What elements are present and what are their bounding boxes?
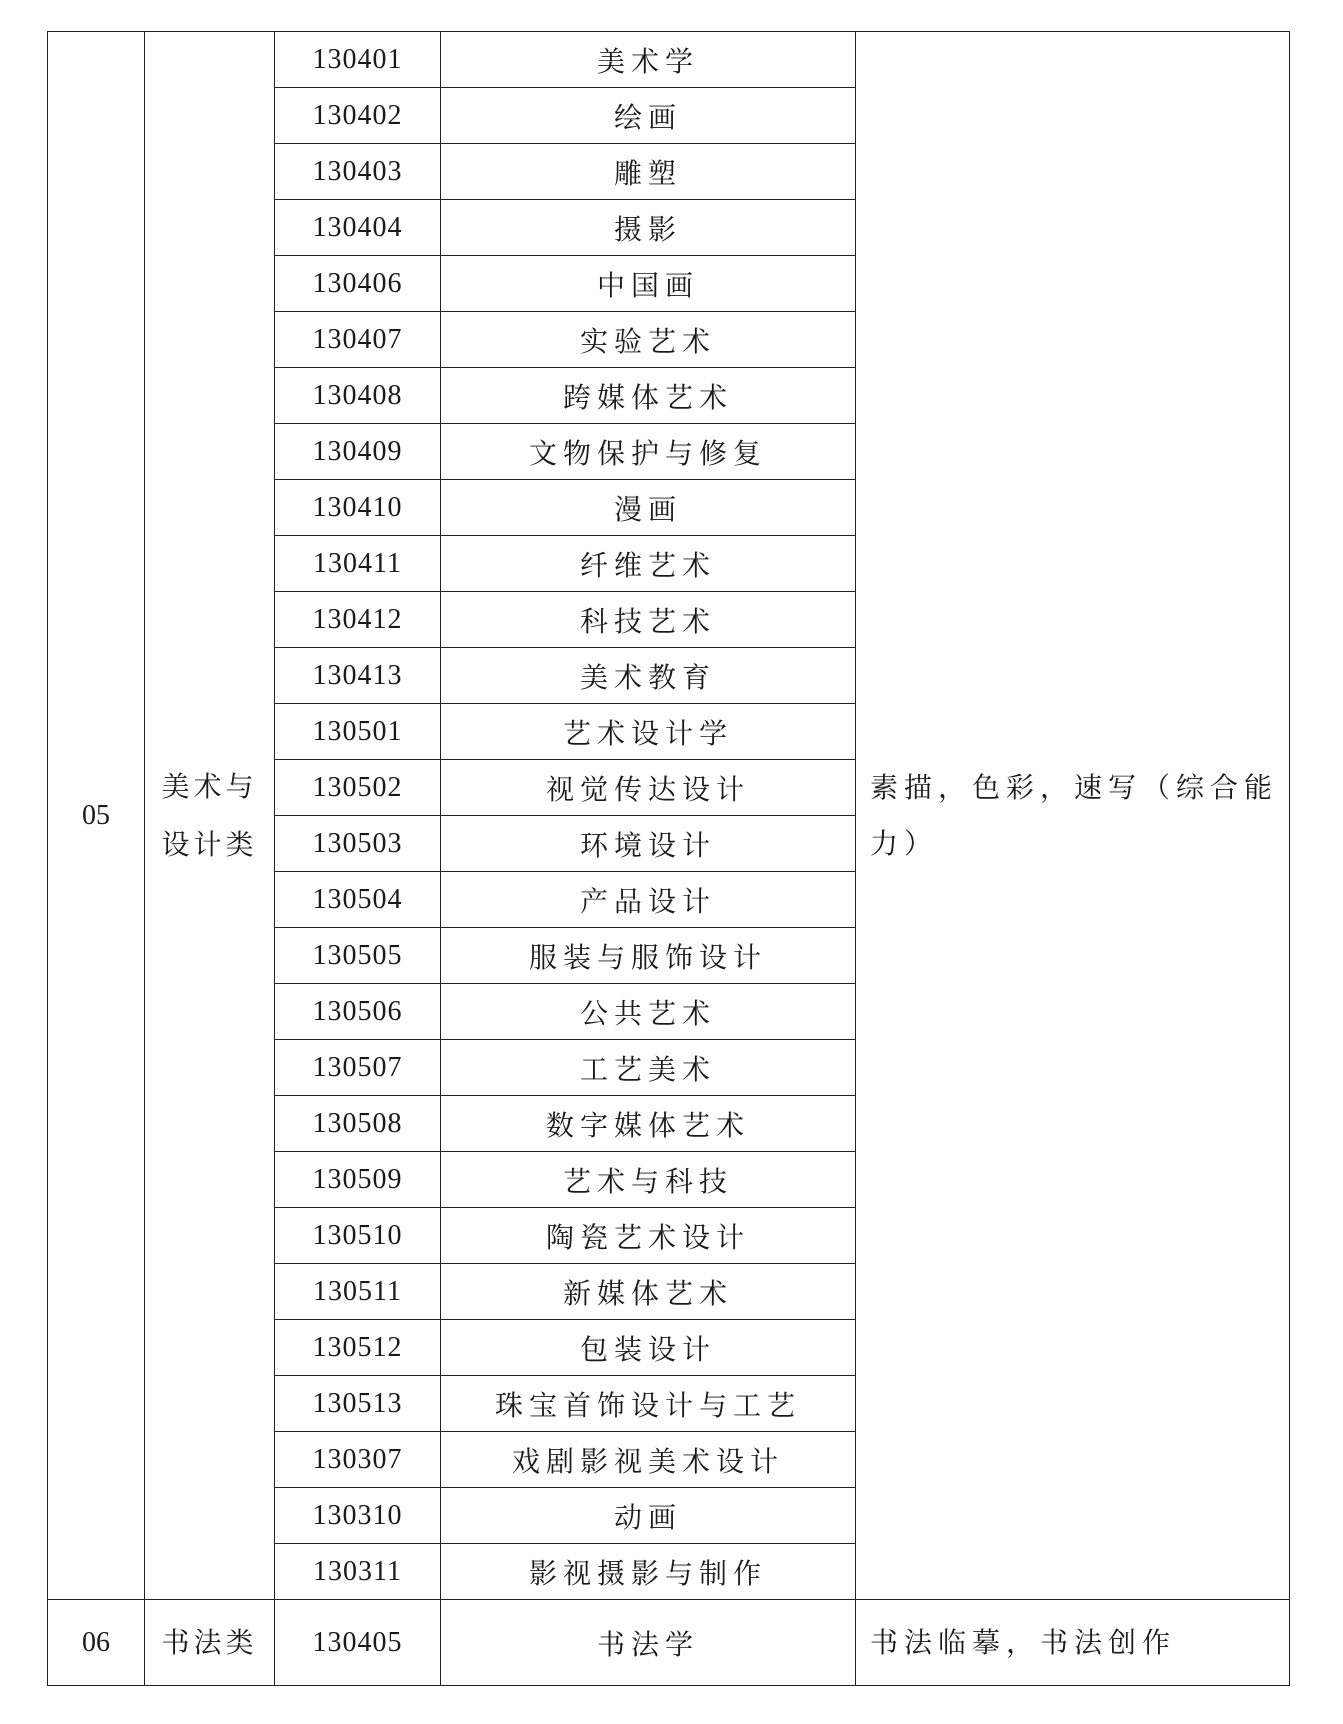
major-code-cell: 130512 bbox=[275, 1320, 441, 1376]
major-name-cell: 工艺美术 bbox=[441, 1040, 856, 1096]
group-name-cell bbox=[145, 32, 275, 1600]
major-code-cell: 130511 bbox=[275, 1264, 441, 1320]
major-code-cell: 130412 bbox=[275, 592, 441, 648]
major-name-cell: 美术学 bbox=[441, 32, 856, 88]
major-name-cell: 中国画 bbox=[441, 256, 856, 312]
major-code-cell: 130405 bbox=[275, 1600, 441, 1686]
major-code-cell: 130407 bbox=[275, 312, 441, 368]
major-name-cell: 戏剧影视美术设计 bbox=[441, 1432, 856, 1488]
major-name-cell: 绘画 bbox=[441, 88, 856, 144]
major-code-cell: 130408 bbox=[275, 368, 441, 424]
major-name-cell: 公共艺术 bbox=[441, 984, 856, 1040]
major-code-cell: 130502 bbox=[275, 760, 441, 816]
major-name-cell: 影视摄影与制作 bbox=[441, 1544, 856, 1600]
group-code-cell: 06 bbox=[48, 1600, 145, 1686]
group-code-cell: 05 bbox=[48, 32, 145, 1600]
major-name-cell: 艺术与科技 bbox=[441, 1152, 856, 1208]
major-code-cell: 130509 bbox=[275, 1152, 441, 1208]
table-body bbox=[48, 32, 1290, 1686]
major-name-cell: 珠宝首饰设计与工艺 bbox=[441, 1376, 856, 1432]
major-name-cell: 服装与服饰设计 bbox=[441, 928, 856, 984]
major-name-cell: 跨媒体艺术 bbox=[441, 368, 856, 424]
exam-subjects-cell: 书法临摹，书法创作 bbox=[856, 1600, 1290, 1686]
major-name-cell: 数字媒体艺术 bbox=[441, 1096, 856, 1152]
major-name-cell: 美术教育 bbox=[441, 648, 856, 704]
major-code-cell: 130404 bbox=[275, 200, 441, 256]
major-name-cell: 包装设计 bbox=[441, 1320, 856, 1376]
major-name-cell: 科技艺术 bbox=[441, 592, 856, 648]
major-code-cell: 130505 bbox=[275, 928, 441, 984]
major-code-cell: 130413 bbox=[275, 648, 441, 704]
table-row bbox=[48, 32, 1290, 88]
group-name-cell bbox=[145, 1600, 275, 1686]
group-name-line2: 设计类 bbox=[161, 827, 258, 861]
major-name-cell: 环境设计 bbox=[441, 816, 856, 872]
major-name-cell: 艺术设计学 bbox=[441, 704, 856, 760]
major-code-cell: 130406 bbox=[275, 256, 441, 312]
major-code-cell: 130403 bbox=[275, 144, 441, 200]
major-code-cell: 130401 bbox=[275, 32, 441, 88]
major-code-cell: 130307 bbox=[275, 1432, 441, 1488]
major-name-cell: 纤维艺术 bbox=[441, 536, 856, 592]
major-name-cell: 书法学 bbox=[441, 1600, 856, 1686]
major-name-cell: 实验艺术 bbox=[441, 312, 856, 368]
major-code-cell: 130411 bbox=[275, 536, 441, 592]
table-row bbox=[48, 1600, 1290, 1686]
major-name-cell: 产品设计 bbox=[441, 872, 856, 928]
major-code-cell: 130506 bbox=[275, 984, 441, 1040]
major-code-cell: 130508 bbox=[275, 1096, 441, 1152]
major-name-cell: 文物保护与修复 bbox=[441, 424, 856, 480]
major-code-cell: 130410 bbox=[275, 480, 441, 536]
group-name-line1: 书法类 bbox=[161, 1625, 258, 1659]
major-table-document bbox=[47, 31, 1290, 1686]
major-name-cell: 雕塑 bbox=[441, 144, 856, 200]
major-code-cell: 130409 bbox=[275, 424, 441, 480]
major-code-cell: 130503 bbox=[275, 816, 441, 872]
major-code-cell: 130311 bbox=[275, 1544, 441, 1600]
major-name-cell: 摄影 bbox=[441, 200, 856, 256]
major-exam-table bbox=[47, 31, 1290, 1686]
major-code-cell: 130310 bbox=[275, 1488, 441, 1544]
major-code-cell: 130504 bbox=[275, 872, 441, 928]
major-name-cell: 动画 bbox=[441, 1488, 856, 1544]
major-name-cell: 陶瓷艺术设计 bbox=[441, 1208, 856, 1264]
major-code-cell: 130402 bbox=[275, 88, 441, 144]
group-name-line1: 美术与 bbox=[161, 769, 258, 803]
major-code-cell: 130513 bbox=[275, 1376, 441, 1432]
major-name-cell: 新媒体艺术 bbox=[441, 1264, 856, 1320]
exam-subjects-cell: 素描，色彩，速写（综合能力） bbox=[856, 32, 1290, 1600]
major-code-cell: 130501 bbox=[275, 704, 441, 760]
major-code-cell: 130507 bbox=[275, 1040, 441, 1096]
major-code-cell: 130510 bbox=[275, 1208, 441, 1264]
major-name-cell: 视觉传达设计 bbox=[441, 760, 856, 816]
major-name-cell: 漫画 bbox=[441, 480, 856, 536]
